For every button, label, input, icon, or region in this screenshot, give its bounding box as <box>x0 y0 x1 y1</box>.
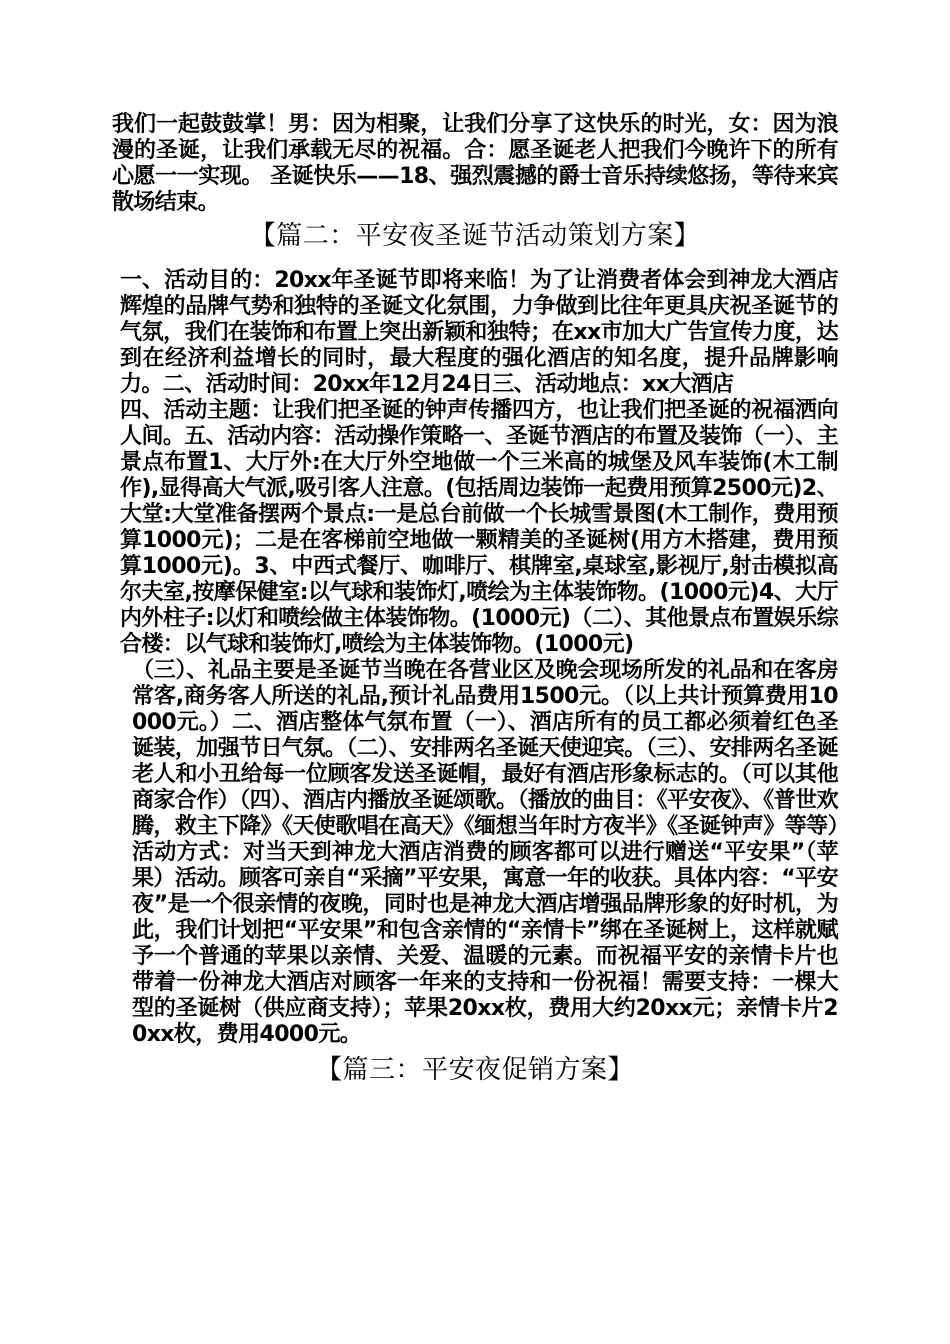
activity-theme-paragraph: 四、活动主题：让我们把圣诞的钟声传播四方，也让我们把圣诞的祝福洒向人间。五、活动内容：活动操作策略一、圣诞节酒店的布置及装饰（一）、主景点布置1、大厅外:在大厅外空地做一个三米高的城堡及风车装饰(木工制作),显得高大气派,吸引客人注意。(包括周边装饰一起费用预算2500元)2、大堂:大堂准备摆两个景点:一是总台前做一个长城雪景图(木工制作，费用预算1000元)；二是在客梯前空地做一颗精美的圣诞树(用方木搭建，费用预算1000元)。3、中西式餐厅、咖啡厅、棋牌室,桌球室,影视厅,射击模拟高尔夫室,按摩保健室:以气球和装饰灯,喷绘为主体装饰物。(1000元)4、大厅内外柱子:以灯和喷绘做主体装饰物。(1000元)（二）、其他景点布置娱乐综合楼：以气球和装饰灯,喷绘为主体装饰物。(1000元) <box>120 398 838 657</box>
section-heading-part3: 【篇三：平安夜促销方案】 <box>315 1055 634 1085</box>
section-heading-part2: 【篇二：平安夜圣诞节活动策划方案】 <box>249 221 701 251</box>
document-page <box>112 112 838 1102</box>
gifts-atmosphere-paragraph: （三）、礼品主要是圣诞节当晚在各营业区及晚会现场所发的礼品和在客房常客,商务客人所送的礼品,预计礼品费用1500元。（以上共计预算费用10000元。）二、酒店整体气氛布置（一）、酒店所有的员工都必须着红色圣诞装，加强节日气氛。（二）、安排两名圣诞天使迎宾。（三）、安排两名圣诞老人和小丑给每一位顾客发送圣诞帽，最好有酒店形象标志的。（可以其他商家合作）（四）、酒店内播放圣诞颂歌。（播放的曲目：《平安夜》、《普世欢腾，救主下降》《天使歌唱在高天》《缅想当年时方夜半》《圣诞钟声》等等）活动方式：对当天到神龙大酒店消费的顾客都可以进行赠送“平安果”（苹果）活动。顾客可亲自“采摘”平安果，寓意一年的收获。具体内容：“平安夜”是一个很亲情的夜晚，同时也是神龙大酒店增强品牌形象的好时机，为此，我们计划把“平安果”和包含亲情的“亲情卡”绑在圣诞树上，这样就赋予一个普通的苹果以亲情、关爱、温暖的元素。而祝福平安的亲情卡片也带着一份神龙大酒店对顾客一年来的支持和一份祝福！需要支持：一棵大型的圣诞树（供应商支持）；苹果20xx枚，费用大约20xx元；亲情卡片20xx枚，费用4000元。 <box>132 658 838 1047</box>
intro-paragraph: 我们一起鼓鼓掌！男：因为相聚，让我们分享了这快乐的时光，女：因为浪漫的圣诞，让我们承载无尽的祝福。合：愿圣诞老人把我们今晚许下的所有心愿一一实现。 圣诞快乐——18、强烈震撼的爵士音乐持续悠扬，等待来宾散场结束。 <box>112 112 838 215</box>
activity-goal-paragraph: 一、活动目的：20xx年圣诞节即将来临！为了让消费者体会到神龙大酒店辉煌的品牌气势和独特的圣诞文化氛围，力争做到比往年更具庆祝圣诞节的气氛，我们在装饰和布置上突出新颖和独特；在xx市加大广告宣传力度，达到在经济利益增长的同时，最大程度的强化酒店的知名度，提升品牌影响力。二、活动时间：20xx年12月24日三、活动地点：xx大酒店 <box>120 268 838 397</box>
